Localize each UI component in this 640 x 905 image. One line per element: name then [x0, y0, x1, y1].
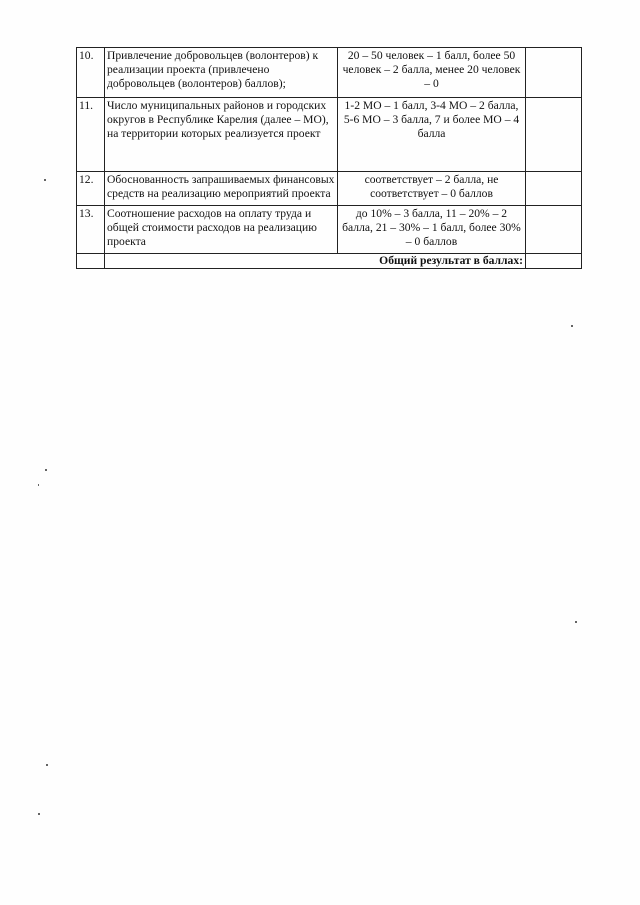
score-value-cell [526, 206, 582, 254]
criterion-text: Соотношение расходов на оплату труда и общей стоимости расходов на реализацию проекта [105, 206, 338, 254]
scoring-rule: 20 – 50 человек – 1 балл, более 50 человек – 2 балла, менее 20 человек – 0 [338, 48, 526, 98]
scan-speck [44, 179, 46, 181]
row-number: 13. [77, 206, 105, 254]
row-number: 12. [77, 172, 105, 206]
score-value-cell [526, 98, 582, 172]
scoring-rule: соответствует – 2 балла, не соответствует – 0 баллов [338, 172, 526, 206]
criterion-text: Привлечение добровольцев (волонтеров) к реализации проекта (привлечено добровольцев (волонтеров) баллов); [105, 48, 338, 98]
scan-speck [38, 813, 40, 815]
scoring-rule: 1-2 МО – 1 балл, 3-4 МО – 2 балла, 5-6 МО – 3 балла, 7 и более МО – 4 балла [338, 98, 526, 172]
criterion-text: Обоснованность запрашиваемых финансовых средств на реализацию мероприятий проекта [105, 172, 338, 206]
total-value-cell [526, 254, 582, 269]
score-value-cell [526, 172, 582, 206]
scan-speck [46, 764, 48, 766]
table-row [77, 206, 582, 254]
row-number: 10. [77, 48, 105, 98]
total-row [77, 254, 582, 269]
score-value-cell [526, 48, 582, 98]
scan-speck [571, 325, 573, 327]
table-row [77, 48, 582, 98]
table-row [77, 172, 582, 206]
criteria-table [76, 47, 582, 269]
scan-speck [38, 484, 39, 486]
scan-speck [575, 621, 577, 623]
table-row [77, 98, 582, 172]
row-number: 11. [77, 98, 105, 172]
scoring-rule: до 10% – 3 балла, 11 – 20% – 2 балла, 21 – 30% – 1 балл, более 30% – 0 баллов [338, 206, 526, 254]
scan-speck [45, 469, 47, 471]
criterion-text: Число муниципальных районов и городских округов в Республике Карелия (далее – МО), на территории которых реализуется проект [105, 98, 338, 172]
total-row-number-cell [77, 254, 105, 269]
total-label: Общий результат в баллах: [105, 254, 526, 269]
